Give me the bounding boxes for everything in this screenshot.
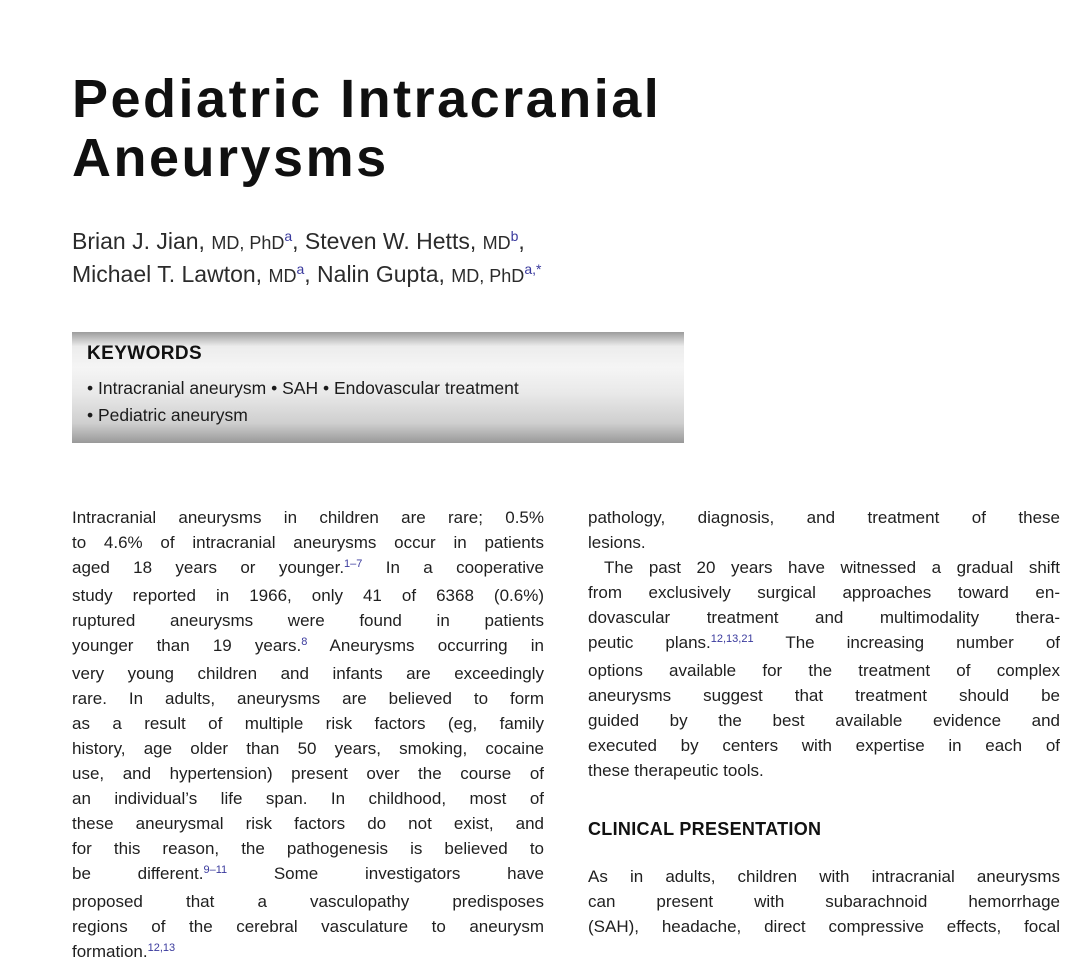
text-line: these aneurysmal risk factors do not exist, and — [72, 814, 544, 833]
keywords-heading: KEYWORDS — [87, 343, 203, 364]
article-body — [72, 505, 1061, 961]
text-line: rare. In adults, aneurysms are believed to form — [72, 689, 544, 708]
citation-superscript: 12,13 — [147, 942, 176, 954]
text-line: peutic plans.$^{12,13,21}$ The increasing number of — [588, 633, 1061, 652]
section-heading: CLINICAL PRESENTATION — [588, 819, 822, 839]
text-line: an individual’s life span. In childhood, most of — [72, 789, 544, 808]
text-line: from exclusively surgical approaches toward en- — [588, 583, 1060, 602]
text-line: to 4.6% of intracranial aneurysms occur in patients — [72, 533, 544, 552]
keyword-line: • Intracranial aneurysm • SAH • Endovascular treatment — [87, 378, 519, 398]
citation-superscript: 8 — [301, 636, 308, 648]
author-degree: MD, PhD — [451, 266, 525, 286]
text-line: options available for the treatment of complex — [588, 661, 1060, 680]
article-title-line-1: Pediatric Intracranial — [72, 69, 662, 129]
text-line: be different.$^{9-11}$ Some investigators have — [72, 864, 544, 883]
author-line: Brian J. Jian, MD, PhD$^a$, Steven W. Hetts, $MD^b$, — [72, 228, 525, 254]
author-degree: MD — [268, 266, 297, 286]
text-line: history, age older than 50 years, smoking, cocaine — [72, 739, 544, 758]
keywords-box — [72, 332, 684, 443]
article-title — [72, 70, 661, 188]
author-line: Michael T. Lawton, $MD^a$, Nalin Gupta, MD, PhD$^{a,*}$ — [72, 261, 542, 287]
keywords-inner — [72, 332, 684, 429]
text-line: The past 20 years have witnessed a gradual shift — [604, 558, 1060, 577]
text-line: use, and hypertension) present over the course of — [72, 764, 544, 783]
article-title-line-2: Aneurysms — [72, 128, 389, 188]
text-line: study reported in 1966, only 41 of 6368 (0.6%) — [72, 586, 544, 605]
text-line: executed by centers with expertise in each of — [588, 736, 1060, 755]
text-line: dovascular treatment and multimodality thera- — [588, 608, 1060, 627]
keyword-line: • Pediatric aneurysm — [87, 405, 248, 425]
author-list — [72, 226, 541, 292]
text-line: can present with subarachnoid hemorrhage — [588, 892, 1060, 911]
left-column — [72, 505, 544, 961]
text-line: younger than 19 years.$^8$ Aneurysms occurring in — [72, 636, 544, 655]
text-line: guided by the best available evidence and — [588, 711, 1060, 730]
text-line: as a result of multiple risk factors (eg, family — [72, 714, 544, 733]
text-line: lesions. — [588, 533, 646, 552]
author-affiliation-superscript: b — [510, 228, 519, 244]
text-line: As in adults, children with intracranial aneurysms — [588, 867, 1060, 886]
text-line: pathology, diagnosis, and treatment of these — [588, 508, 1060, 527]
citation-superscript: 9–11 — [203, 864, 228, 876]
author-affiliation-superscript: a — [284, 228, 293, 244]
text-line: ruptured aneurysms were found in patients — [72, 611, 544, 630]
text-line: Intracranial aneurysms in children are rare; 0.5% — [72, 508, 544, 527]
text-line: (SAH), headache, direct compressive effects, focal — [588, 917, 1060, 936]
right-column — [588, 505, 1060, 945]
text-line: proposed that a vasculopathy predisposes — [72, 892, 544, 911]
citation-superscript: 1–7 — [344, 558, 363, 570]
author-degree: MD — [482, 233, 511, 253]
author-degree: MD, PhD — [211, 233, 285, 253]
author-affiliation-superscript: a,* — [524, 261, 542, 277]
author-affiliation-superscript: a — [296, 261, 305, 277]
text-line: regions of the cerebral vasculature to aneurysm — [72, 917, 544, 936]
text-line: for this reason, the pathogenesis is believed to — [72, 839, 544, 858]
text-line: formation.$^{12,13}$ — [72, 942, 176, 961]
keywords-list — [87, 375, 669, 429]
text-line: aneurysms suggest that treatment should be — [588, 686, 1060, 705]
text-line: very young children and infants are exceedingly — [72, 664, 544, 683]
text-line: these therapeutic tools. — [588, 761, 764, 780]
text-line: aged 18 years or younger.$^{1-7}$ In a cooperative — [72, 558, 544, 577]
citation-superscript: 12,13,21 — [710, 633, 754, 645]
